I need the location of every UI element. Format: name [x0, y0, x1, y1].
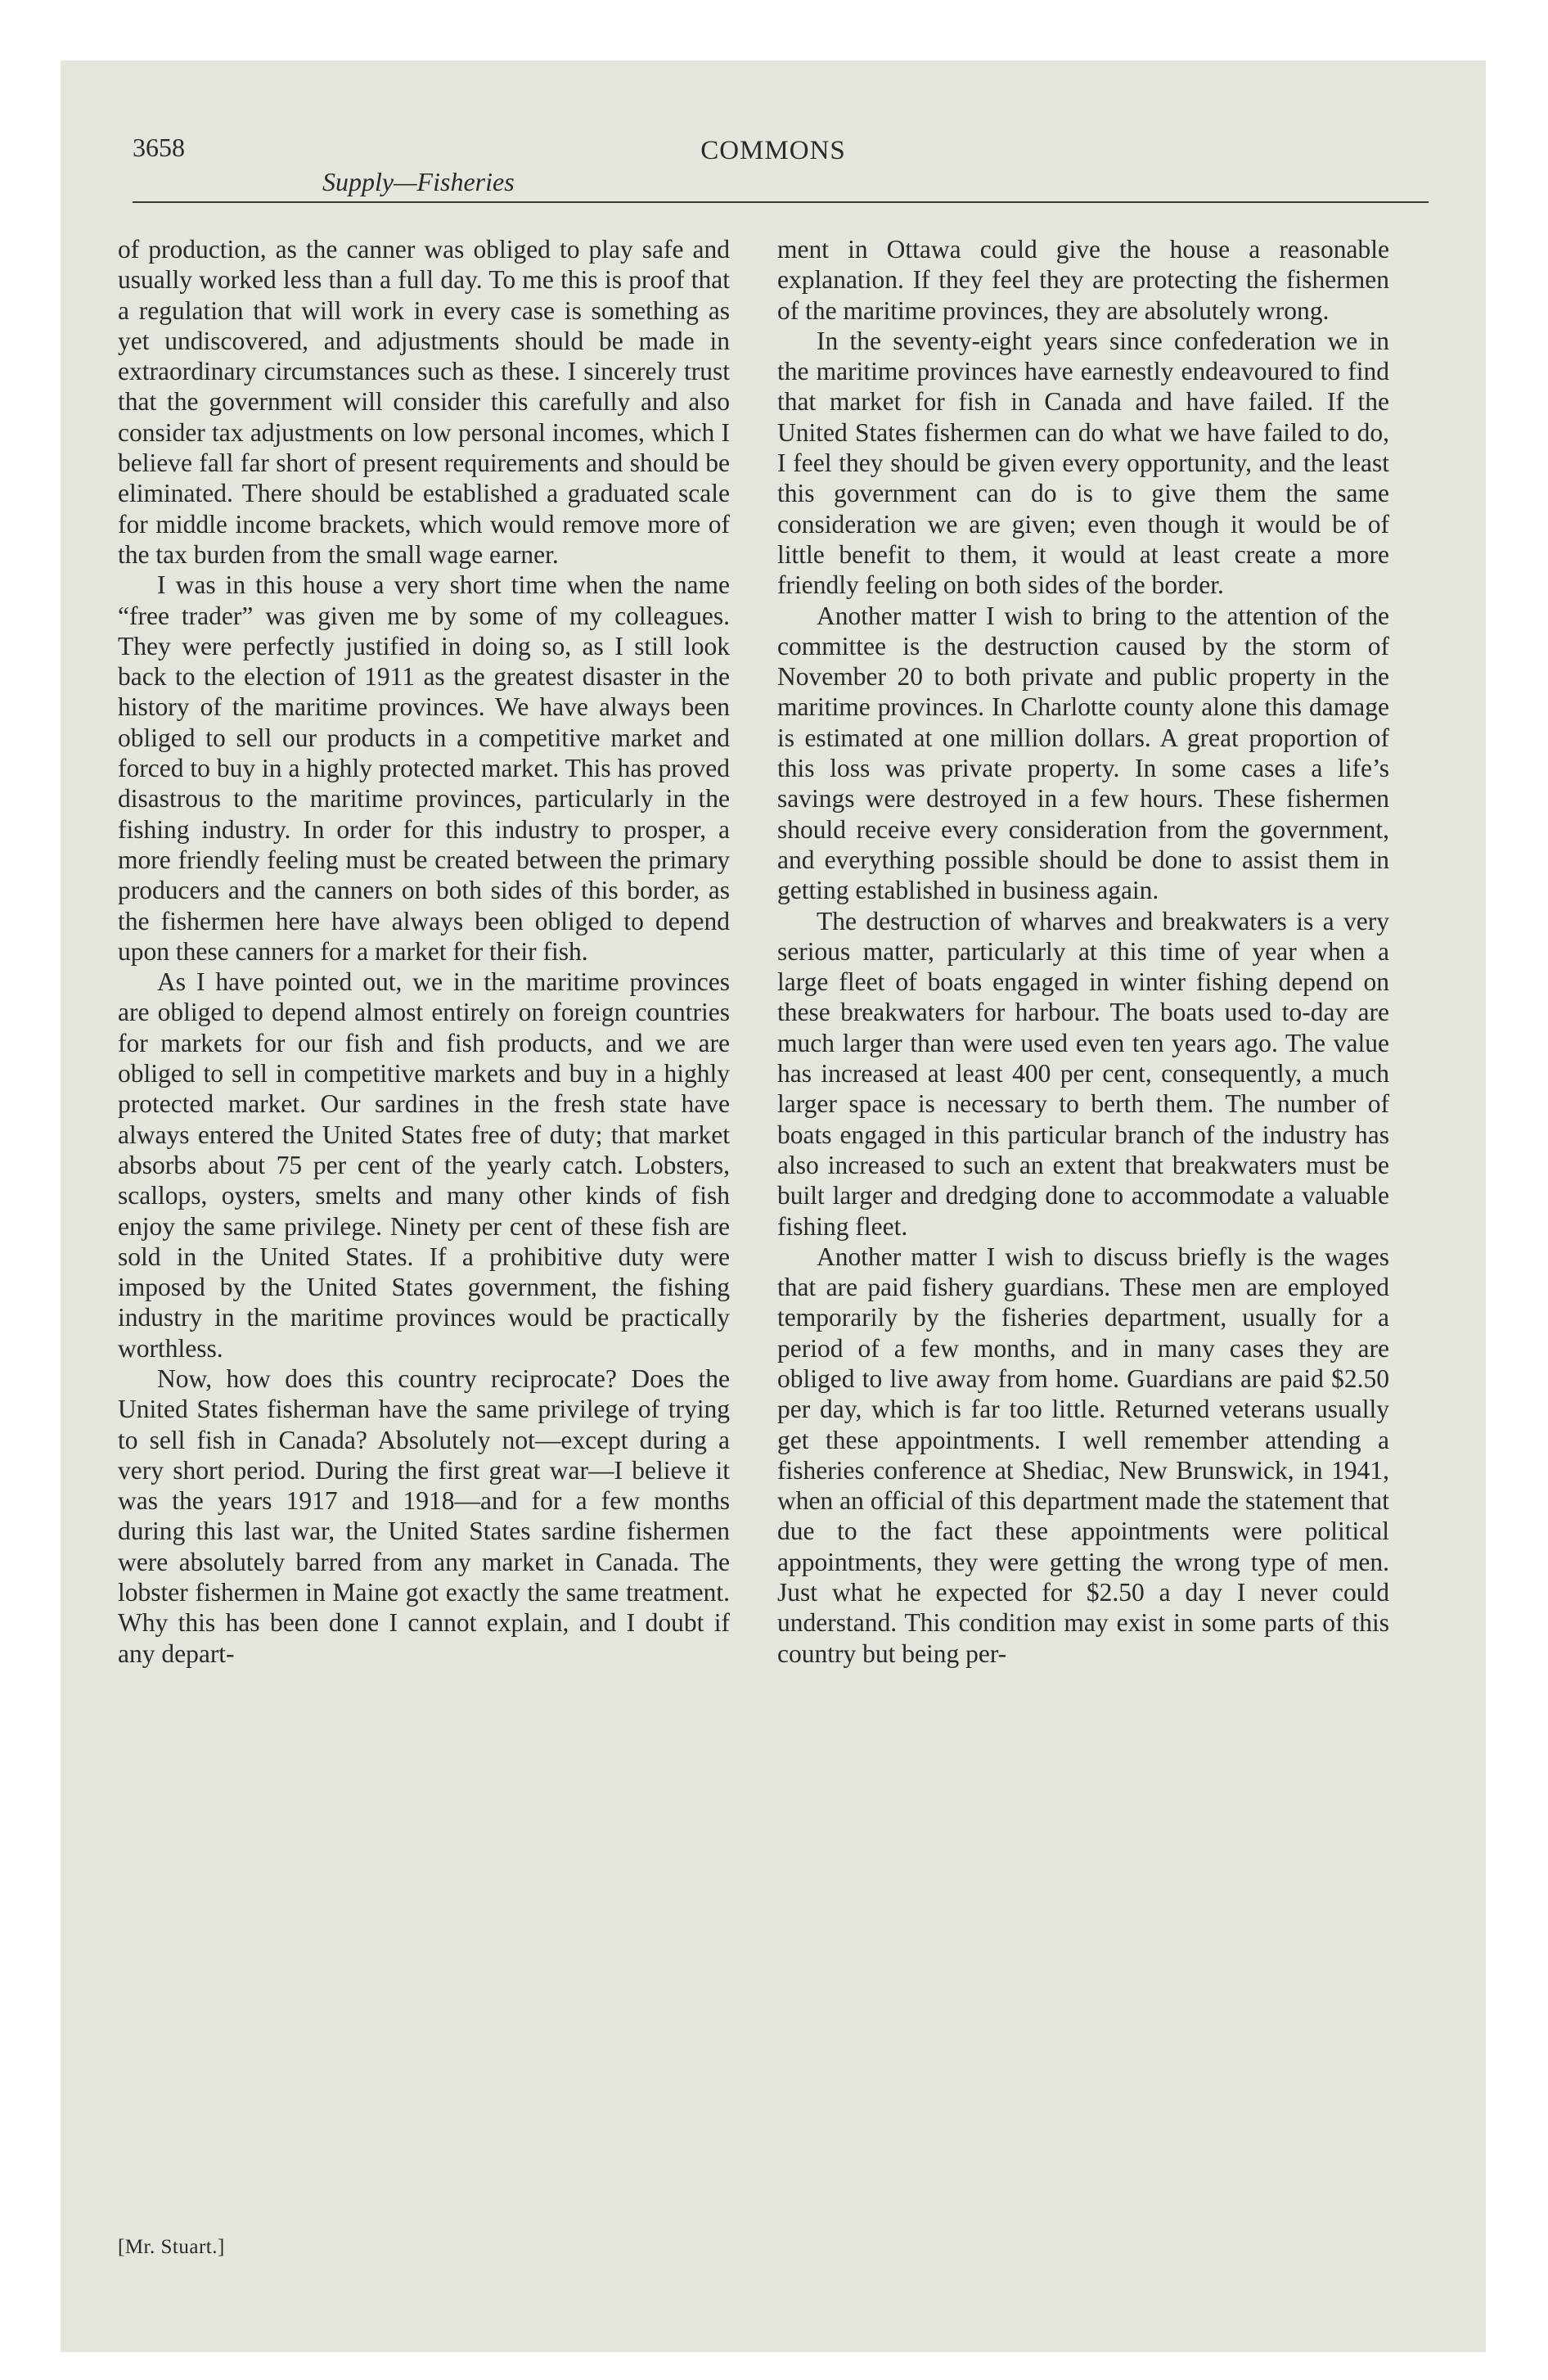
- section-head: Supply—Fisheries: [322, 167, 515, 196]
- paragraph: ment in Ottawa could give the house a reasonable explanation. If they feel they are protecting the fishermen of the maritime provinces, they are absolutely wrong.: [777, 235, 1389, 325]
- paragraph: The destruction of wharves and breakwaters is a very serious matter, particularly at this time of year when a large fleet of boats engaged in winter fishing depend on these breakwaters for harbour. The boats used to-day are much larger than were used even ten years ago. The value has increased at least 400 per cent, consequently, a much larger space is necessary to berth them. The number of boats engaged in this particular branch of the industry has also increased to such an extent that breakwaters must be built larger and dredging done to accommodate a valuable fishing fleet.: [777, 906, 1389, 1241]
- scanned-page: [61, 61, 1486, 2352]
- right-column: [777, 234, 1389, 2231]
- paragraph: Now, how does this country reciprocate? Does the United States fisherman have the same privilege of trying to sell fish in Canada? Absolutely not—except during a very short period. During the first great war—I believe it was the years 1917 and 1918—and for a few months during this last war, the United States sardine fishermen were absolutely barred from any market in Canada. The lobster fishermen in Maine got exactly the same treatment. Why this has been done I cannot explain, and I doubt if any depart-: [118, 1364, 730, 1668]
- page-number: 3658: [133, 133, 185, 162]
- paragraph: Another matter I wish to bring to the attention of the committee is the destruction caused by the storm of November 20 to both private and public property in the maritime provinces. In Charlotte county alone this damage is estimated at one million dollars. A great proportion of this loss was private property. In some cases a life’s savings were destroyed in a few hours. These fishermen should receive every consideration from the government, and everything possible should be done to assist them in getting established in business again.: [777, 601, 1389, 905]
- paragraph: As I have pointed out, we in the maritime provinces are obliged to depend almost entirely on foreign countries for markets for our fish and fish products, and we are obliged to sell in competitive markets and buy in a highly protected market. Our sardines in the fresh state have always entered the United States free of duty; that market absorbs about 75 per cent of the yearly catch. Lobsters, scallops, oysters, smelts and many other kinds of fish enjoy the same privilege. Ninety per cent of these fish are sold in the United States. If a prohibitive duty were imposed by the United States government, the fishing industry in the maritime provinces would be practically worthless.: [118, 967, 730, 1363]
- header-rule: [133, 201, 1429, 203]
- paragraph: In the seventy-eight years since confederation we in the maritime provinces have earnestly endeavoured to find that market for fish in Canada and have failed. If the United States fishermen can do what we have failed to do, I feel they should be given every opportunity, and the least this government can do is to give them the same consideration we are given; even though it would be of little benefit to them, it would at least create a more friendly feeling on both sides of the border.: [777, 326, 1389, 600]
- running-head: COMMONS: [700, 136, 846, 165]
- paragraph: I was in this house a very short time when the name “free trader” was given me by some of my colleagues. They were perfectly justified in doing so, as I still look back to the election of 1911 as the greatest disaster in the history of the maritime provinces. We have always been obliged to sell our products in a competitive market and forced to buy in a highly protected market. This has proved disastrous to the maritime provinces, particularly in the fishing industry. In order for this industry to prosper, a more friendly feeling must be created between the primary producers and the canners on both sides of this border, as the fishermen here have always been obliged to depend upon these canners for a market for their fish.: [118, 570, 730, 966]
- paragraph: Another matter I wish to discuss briefly is the wages that are paid fishery guardians. These men are employed temporarily by the fisheries department, usually for a period of a few months, and in many cases they are obliged to live away from home. Guardians are paid $2.50 per day, which is far too little. Returned veterans usually get these appointments. I well remember attending a fisheries conference at Shediac, New Brunswick, in 1941, when an official of this department made the statement that due to the fact these appointments were political appointments, they were getting the wrong type of men. Just what he expected for $2.50 a day I never could understand. This condition may exist in some parts of this country but being per-: [777, 1242, 1389, 1668]
- speaker-tag: [Mr. Stuart.]: [118, 2236, 225, 2258]
- left-column: [118, 234, 730, 2231]
- paragraph: of production, as the canner was obliged to play safe and usually worked less than a full day. To me this is proof that a regulation that will work in every case is something as yet undiscovered, and adjustments should be made in extraordinary circumstances such as these. I sincerely trust that the government will consider this carefully and also consider tax adjustments on low personal incomes, which I believe fall far short of present requirements and should be eliminated. There should be established a graduated scale for middle income brackets, which would remove more of the tax burden from the small wage earner.: [118, 235, 730, 569]
